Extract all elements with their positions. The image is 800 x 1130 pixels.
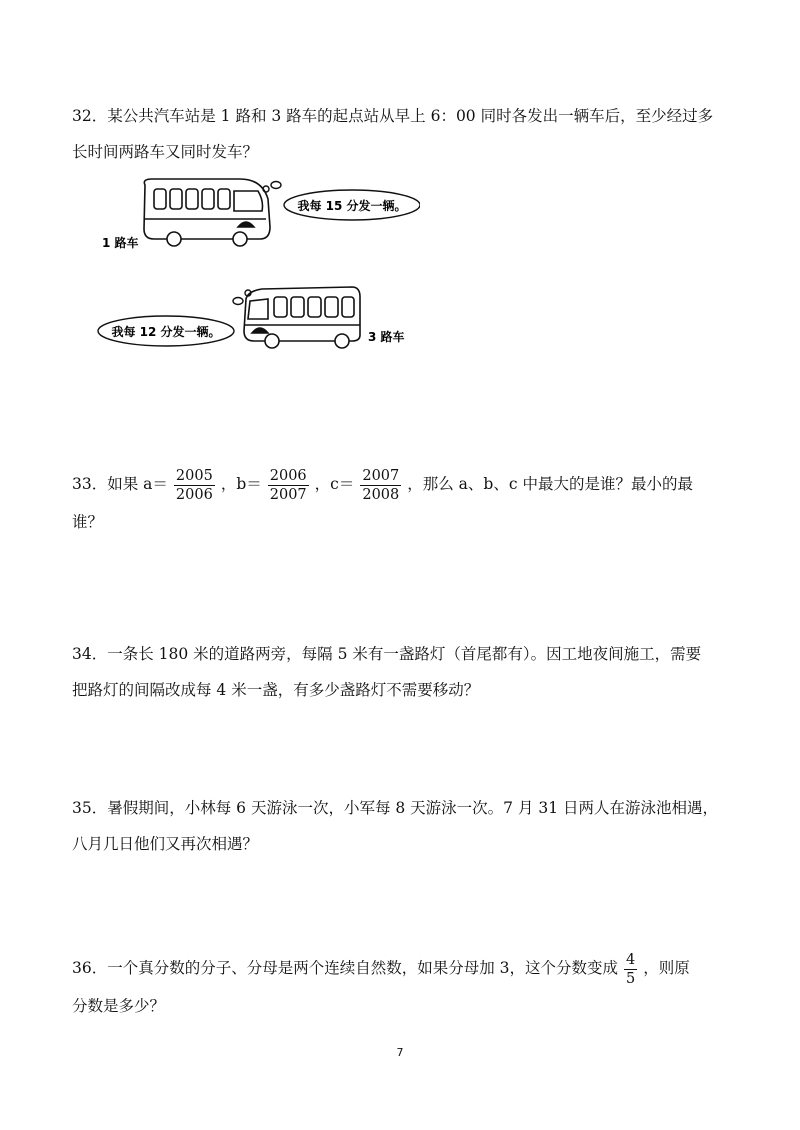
question-32 (72, 98, 722, 170)
fraction-a-denominator: 2006 (175, 486, 213, 503)
bus-1-icon (144, 179, 270, 246)
fraction-b (268, 467, 309, 504)
bus-illustration (90, 175, 420, 360)
q33-suffix: ，那么 a、b、c 中最大的是谁？最小的最 (407, 475, 693, 493)
question-36 (72, 950, 722, 1024)
bus-illustration-svg (90, 175, 420, 360)
fraction-b-numerator: 2006 (269, 467, 307, 484)
bus-3-speech: 我每 12 分发一辆。 (111, 325, 221, 339)
bus-1-label: 1 路车 (102, 236, 139, 250)
fraction-c (360, 467, 401, 504)
bus-3-label: 3 路车 (368, 330, 405, 344)
q33-prefix-c: ，c＝ (314, 475, 355, 493)
question-33-line1 (72, 466, 722, 504)
fraction-a (174, 467, 215, 504)
question-34-line1: 34．一条长 180 米的道路两旁，每隔 5 米有一盏路灯（首尾都有）。因工地夜间施工，需要 (72, 645, 702, 663)
fraction-c-numerator: 2007 (362, 467, 400, 484)
q36-prefix: 36．一个真分数的分子、分母是两个连续自然数，如果分母加 3，这个分数变成 (72, 959, 619, 977)
question-34-line2: 把路灯的间隔改成每 4 米一盏，有多少盏路灯不需要移动？ (72, 681, 480, 699)
q36-suffix: ，则原 (643, 959, 690, 977)
question-36-line1 (72, 950, 722, 988)
fraction-4-5-denominator: 5 (626, 970, 636, 987)
fraction-4-5 (624, 951, 637, 988)
fraction-4-5-numerator: 4 (626, 951, 636, 968)
bus-3-icon (244, 287, 360, 348)
bus-1-speech: 我每 15 分发一辆。 (297, 199, 407, 213)
question-35-line2: 八月几日他们又再次相遇？ (72, 835, 259, 853)
question-32-line2: 长时间两路车又同时发车？ (72, 143, 259, 161)
fraction-b-denominator: 2007 (269, 486, 307, 503)
question-35-line1: 35．暑假期间，小林每 6 天游泳一次，小军每 8 天游泳一次。7 月 31 日两人在游泳池相遇， (72, 799, 719, 817)
q33-prefix-b: ，b＝ (220, 475, 262, 493)
question-33-line2: 谁？ (72, 512, 104, 531)
fraction-a-numerator: 2005 (175, 467, 213, 484)
question-35 (72, 790, 722, 862)
question-32-line1: 32．某公共汽车站是 1 路和 3 路车的起点站从早上 6：00 同时各发出一辆车后，至少经过多 (72, 107, 714, 125)
question-34 (72, 636, 722, 708)
question-36-line2: 分数是多少？ (72, 996, 166, 1015)
question-33 (72, 466, 722, 540)
page-number: 7 (396, 1046, 404, 1059)
q33-prefix-a: 33．如果 a＝ (72, 475, 168, 493)
fraction-c-denominator: 2008 (362, 486, 400, 503)
